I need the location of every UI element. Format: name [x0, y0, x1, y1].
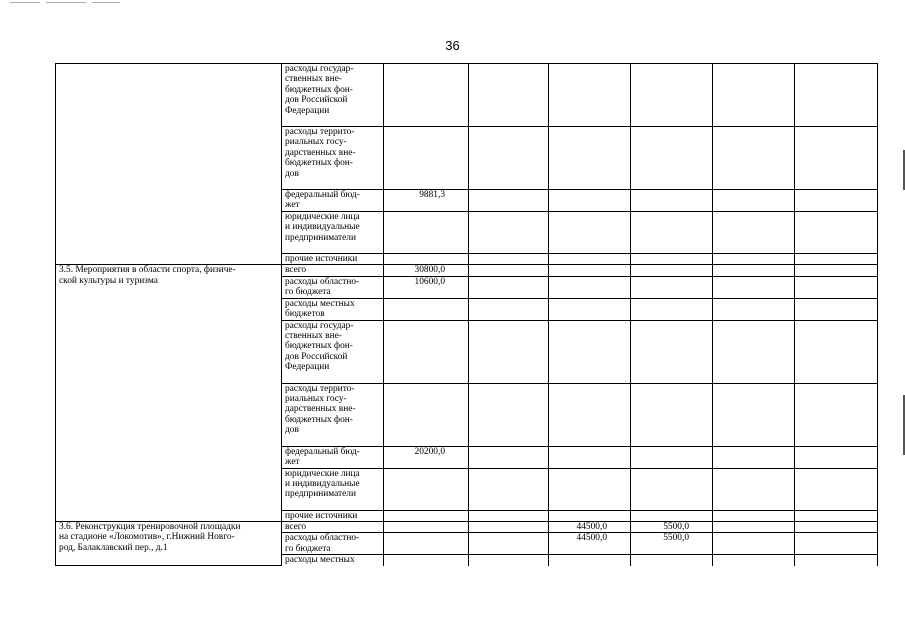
- value-cell: [713, 298, 795, 320]
- scan-edge-mark: [10, 2, 40, 3]
- value-cell: [795, 446, 878, 468]
- value-cell: [384, 254, 469, 265]
- event-name-cell: [56, 522, 282, 566]
- value-cell: 30800,0: [384, 265, 469, 276]
- value-cell: [795, 276, 878, 298]
- value-cell: [795, 510, 878, 521]
- value-cell: [469, 265, 549, 276]
- value-cell: [631, 212, 713, 254]
- funding-source-text: всего: [285, 265, 307, 276]
- funding-source-text: расходы областно- го бюджета: [285, 276, 360, 298]
- value-cell: [384, 510, 469, 521]
- funding-source-text: расходы областно- го бюджета: [285, 533, 360, 554]
- value-cell: [795, 265, 878, 276]
- value-cell: [384, 522, 469, 533]
- value-cell: [469, 298, 549, 320]
- value-cell: [469, 446, 549, 468]
- value-cell: [469, 190, 549, 212]
- value-cell: [631, 254, 713, 265]
- scan-edge-mark: [46, 2, 86, 3]
- event-name-text: 3.6. Реконструкция тренировочной площадки на стадионе «Локомотив», г.Нижний Новго- род, Балаклавский пер., д.1: [59, 522, 241, 553]
- table-row: [56, 265, 878, 276]
- value-cell: [795, 468, 878, 510]
- value-cell: [795, 522, 878, 533]
- value-cell: [631, 265, 713, 276]
- funding-source-text: расходы местных бюджетов: [285, 298, 355, 320]
- value-cell: [549, 276, 631, 298]
- value-cell: [631, 510, 713, 521]
- value-cell: [549, 190, 631, 212]
- value-cell: [713, 555, 795, 566]
- value-cell: 5500,0: [631, 533, 713, 555]
- value-cell: 9881,3: [384, 190, 469, 212]
- value-cell: [795, 254, 878, 265]
- value-cell: [384, 555, 469, 566]
- value-cell: [384, 127, 469, 190]
- value-cell: [384, 533, 469, 555]
- value-cell: [469, 533, 549, 555]
- funding-source-text: прочие источники: [285, 254, 358, 264]
- table-row: [56, 64, 878, 127]
- value-cell: [469, 522, 549, 533]
- event-name-text: 3.5. Мероприятия в области спорта, физиче- ской культуры и туризма: [59, 265, 236, 286]
- event-name-cell: [56, 64, 282, 265]
- value-cell: [549, 510, 631, 521]
- value-cell: [713, 522, 795, 533]
- funding-source-cell: [282, 555, 384, 566]
- value-cell: [549, 320, 631, 383]
- funding-source-cell: [282, 265, 384, 276]
- value-cell: [713, 127, 795, 190]
- funding-source-text: юридические лица и индивидуальные предприниматели: [285, 212, 360, 243]
- value-cell: [795, 127, 878, 190]
- value-cell: [713, 533, 795, 555]
- value-cell: [469, 468, 549, 510]
- event-name-cell: [56, 265, 282, 522]
- value-cell: 44500,0: [549, 533, 631, 555]
- funding-source-cell: [282, 383, 384, 446]
- funding-source-text: федеральный бюд- жет: [285, 446, 360, 468]
- funding-source-cell: [282, 190, 384, 212]
- value-cell: 5500,0: [631, 522, 713, 533]
- value-cell: [549, 446, 631, 468]
- value-cell: [384, 468, 469, 510]
- funding-source-cell: [282, 522, 384, 533]
- value-cell: [631, 298, 713, 320]
- value-cell: [631, 468, 713, 510]
- funding-source-cell: [282, 298, 384, 320]
- funding-source-text: расходы государ- ственных вне- бюджетных фон- дов Российской Федерации: [285, 64, 354, 116]
- value-cell: [795, 190, 878, 212]
- value-cell: [384, 383, 469, 446]
- value-cell: [469, 212, 549, 254]
- funding-source-text: расходы террито- риальных госу- дарственных вне- бюджетных фон- дов: [285, 383, 356, 436]
- value-cell: [469, 276, 549, 298]
- value-cell: [795, 555, 878, 566]
- value-cell: [631, 276, 713, 298]
- value-cell: [384, 64, 469, 127]
- value-cell: [549, 298, 631, 320]
- funding-source-cell: [282, 510, 384, 521]
- funding-source-cell: [282, 127, 384, 190]
- funding-source-cell: [282, 468, 384, 510]
- value-cell: [549, 254, 631, 265]
- budget-table: [55, 63, 878, 566]
- funding-source-text: прочие источники: [285, 510, 358, 521]
- funding-source-cell: [282, 276, 384, 298]
- value-cell: [549, 468, 631, 510]
- value-cell: [713, 468, 795, 510]
- funding-source-cell: [282, 320, 384, 383]
- value-cell: [384, 212, 469, 254]
- value-cell: [713, 276, 795, 298]
- value-cell: [795, 383, 878, 446]
- value-cell: [549, 383, 631, 446]
- funding-source-text: федеральный бюд- жет: [285, 190, 360, 211]
- value-cell: [469, 127, 549, 190]
- value-cell: [713, 254, 795, 265]
- table-row: [56, 522, 878, 533]
- funding-source-cell: [282, 254, 384, 265]
- value-cell: [549, 127, 631, 190]
- value-cell: [469, 383, 549, 446]
- page-number: 36: [445, 38, 460, 53]
- value-cell: [713, 510, 795, 521]
- value-cell: [713, 212, 795, 254]
- value-cell: [631, 446, 713, 468]
- value-cell: [713, 265, 795, 276]
- value-cell: [549, 265, 631, 276]
- value-cell: 20200,0: [384, 446, 469, 468]
- value-cell: 44500,0: [549, 522, 631, 533]
- value-cell: [469, 320, 549, 383]
- value-cell: [713, 190, 795, 212]
- value-cell: [631, 127, 713, 190]
- funding-source-text: расходы государ- ственных вне- бюджетных фон- дов Российской Федерации: [285, 320, 354, 373]
- value-cell: [795, 64, 878, 127]
- value-cell: [469, 510, 549, 521]
- value-cell: [631, 190, 713, 212]
- value-cell: [384, 298, 469, 320]
- value-cell: [713, 320, 795, 383]
- value-cell: [795, 212, 878, 254]
- value-cell: [469, 254, 549, 265]
- value-cell: [713, 446, 795, 468]
- value-cell: [469, 64, 549, 127]
- value-cell: [631, 383, 713, 446]
- value-cell: [631, 555, 713, 566]
- funding-source-text: расходы местных: [285, 555, 355, 566]
- value-cell: [549, 64, 631, 127]
- funding-source-text: всего: [285, 522, 307, 533]
- value-cell: 10600,0: [384, 276, 469, 298]
- scan-edge-mark: [92, 2, 120, 3]
- value-cell: [713, 64, 795, 127]
- funding-source-cell: [282, 212, 384, 254]
- funding-source-text: юридические лица и индивидуальные предприниматели: [285, 468, 360, 500]
- value-cell: [631, 320, 713, 383]
- value-cell: [549, 555, 631, 566]
- value-cell: [795, 533, 878, 555]
- value-cell: [631, 64, 713, 127]
- value-cell: [549, 212, 631, 254]
- funding-source-cell: [282, 446, 384, 468]
- value-cell: [713, 383, 795, 446]
- value-cell: [795, 298, 878, 320]
- funding-source-cell: [282, 533, 384, 555]
- funding-source-text: расходы террито- риальных госу- дарственных вне- бюджетных фон- дов: [285, 127, 356, 179]
- funding-source-cell: [282, 64, 384, 127]
- value-cell: [469, 555, 549, 566]
- value-cell: [384, 320, 469, 383]
- value-cell: [795, 320, 878, 383]
